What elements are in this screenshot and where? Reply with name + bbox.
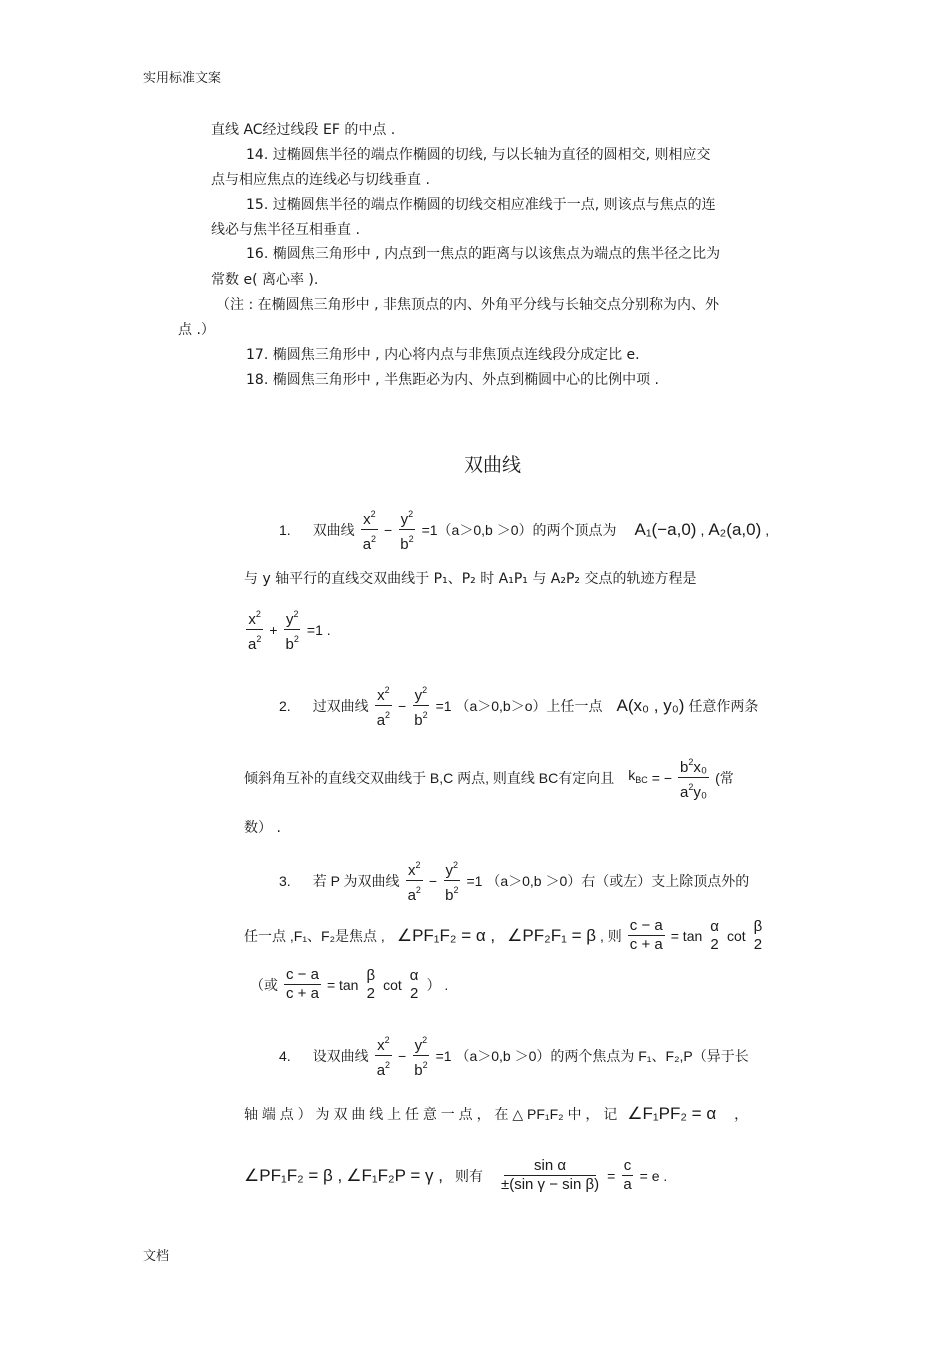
minus-sign: − bbox=[398, 1047, 407, 1064]
equals-e: = e . bbox=[639, 1167, 668, 1184]
page-footer: 文档 bbox=[143, 1249, 170, 1264]
separator: , bbox=[700, 521, 705, 538]
item-3-line3 bbox=[250, 966, 448, 1003]
fraction-c-minus-a: $\frac{c - a}{c + a}$ bbox=[286, 966, 319, 1002]
plus-sign: + bbox=[269, 621, 278, 638]
fraction-x2-a2: $\frac{x^2}{a^2}$ bbox=[375, 1031, 392, 1080]
equals-tan: = tan bbox=[670, 927, 703, 944]
fraction-x2-a2: $\frac{x^2}{a^2}$ bbox=[361, 505, 378, 554]
item-2-equation-row bbox=[279, 681, 758, 730]
item-2-condition: =1 （a＞0,b＞o）上任一点 bbox=[435, 697, 603, 714]
item-14-line1: 14. 过椭圆焦半径的端点作椭圆的切线, 与以长轴为直径的圆相交, 则相应交 bbox=[246, 147, 711, 163]
item-3-line2-text: 任一点 ,F₁、F₂是焦点 , bbox=[244, 927, 385, 944]
item-4-line2-text: 轴 端 点 ） 为 双 曲 线 上 任 意 一 点 ， 在 △ PF₁F₂ 中 ， 记 bbox=[244, 1106, 618, 1122]
fraction-slope: $\frac{b^2x_0}{a^2y_0}$ bbox=[678, 753, 709, 802]
fraction-beta-half: β 2 bbox=[753, 917, 763, 953]
minus-sign: − bbox=[428, 872, 438, 889]
section-title: 双曲线 bbox=[464, 454, 522, 476]
angle-pf1f2: ∠PF₁F₂ = β , bbox=[244, 1165, 343, 1185]
item-15-line1: 15. 过椭圆焦半径的端点作椭圆的切线交相应准线于一点, 则该点与焦点的连 bbox=[246, 197, 716, 213]
item-4-lead: 设双曲线 bbox=[312, 1047, 369, 1064]
fraction-sine-ratio: $\frac{\text{sin α}}{\text{±(sin γ − sin β)}}$ bbox=[500, 1157, 600, 1193]
item-1-locus-equation bbox=[244, 605, 331, 654]
item-3-lead: 若 P 为双曲线 bbox=[312, 872, 400, 889]
angle-f1f2p: ∠F₁F₂P = γ , bbox=[346, 1165, 443, 1185]
fraction-y2-b2: $\frac{y^2}{b^2}$ bbox=[412, 1031, 429, 1080]
item-3-line2 bbox=[244, 917, 766, 954]
item-1-eq-tail: =1 . bbox=[306, 621, 331, 638]
item-1-line2: 与 y 轴平行的直线交双曲线于 P₁、P₂ 时 A₁P₁ 与 A₂P₂ 交点的轨迹方程是 bbox=[244, 571, 697, 587]
fraction-x2-a2: $\frac{x^2}{a^2}$ bbox=[375, 681, 392, 730]
equals-sign: = bbox=[607, 1167, 616, 1184]
item-3-then: , 则 bbox=[600, 927, 622, 944]
fraction-c-over-a: $\frac{c}{a}$ bbox=[623, 1157, 632, 1193]
vertex-a1: A₁(−a,0) bbox=[634, 519, 697, 539]
item-16-line1: 16. 椭圆焦三角形中 , 内点到一焦点的距离与以该焦点为端点的焦半径之比为 bbox=[246, 246, 721, 262]
point-a: A(x₀ , y₀) bbox=[616, 695, 685, 715]
item-3-close: ） . bbox=[426, 976, 449, 993]
fraction-alpha-half: α 2 bbox=[409, 966, 419, 1002]
angle-beta: ∠PF₂F₁ = β bbox=[507, 925, 597, 945]
page-header: 实用标准文案 bbox=[143, 71, 222, 86]
item-1-condition: =1（a＞0,b ＞0）的两个顶点为 bbox=[421, 521, 617, 538]
fraction-y2-b2: $\frac{y^2}{b^2}$ bbox=[443, 856, 460, 905]
vertex-a2: A₂(a,0) bbox=[708, 519, 762, 539]
item-18: 18. 椭圆焦三角形中 , 半焦距必为内、外点到椭圆中心的比例中项 . bbox=[246, 372, 659, 388]
fraction-c-minus-a: $\frac{c - a}{c + a}$ bbox=[629, 917, 663, 953]
item-14-line2: 点与相应焦点的连线必与切线垂直 . bbox=[211, 172, 430, 188]
item-2-lead: 过双曲线 bbox=[312, 697, 369, 714]
item-4-number: 4. bbox=[279, 1047, 291, 1064]
item-4-equation-row bbox=[279, 1031, 749, 1080]
item-3-condition: =1 （a＞0,b ＞0）右（或左）支上除顶点外的 bbox=[466, 872, 750, 889]
item-2-suffix: (常 bbox=[715, 769, 734, 786]
item-3-or: （或 bbox=[250, 976, 278, 993]
equals-tan: = tan bbox=[326, 976, 359, 993]
note-line2: 点 .） bbox=[178, 322, 215, 338]
item-4-has: 则有 bbox=[454, 1167, 483, 1184]
note-line1: （注 : 在椭圆焦三角形中 , 非焦顶点的内、外角平分线与长轴交点分别称为内、外 bbox=[216, 297, 719, 313]
fraction-x2-a2: $\frac{x^2}{a^2}$ bbox=[406, 856, 423, 905]
minus-sign: − bbox=[398, 697, 407, 714]
slope-k: $k_{BC}$ bbox=[628, 767, 648, 785]
angle-alpha: ∠PF₁F₂ = α , bbox=[396, 925, 496, 945]
item-4-line3 bbox=[244, 1157, 667, 1194]
line-ac-midpoint: 直线 AC经过线段 EF 的中点 . bbox=[211, 122, 396, 138]
minus-sign: − bbox=[384, 521, 393, 538]
fraction-y2-b2: $\frac{y^2}{b^2}$ bbox=[284, 605, 301, 654]
item-3-number: 3. bbox=[279, 872, 291, 889]
item-2-line2-text: 倾斜角互补的直线交双曲线于 B,C 两点, 则直线 BC有定向且 bbox=[244, 769, 615, 786]
item-4-line2 bbox=[244, 1105, 748, 1123]
item-4-comma: ， bbox=[734, 1106, 749, 1122]
item-2-number: 2. bbox=[279, 697, 291, 714]
fraction-beta-half: β 2 bbox=[366, 966, 376, 1002]
item-2-line3: 数） . bbox=[244, 820, 281, 836]
fraction-y2-b2: $\frac{y^2}{b^2}$ bbox=[398, 505, 415, 554]
item-2-line2 bbox=[244, 753, 734, 802]
slope-equals: = − bbox=[651, 769, 672, 786]
item-1-lead: 双曲线 bbox=[312, 521, 355, 538]
cot-label: cot bbox=[726, 927, 746, 944]
fraction-alpha-half: α 2 bbox=[710, 917, 719, 953]
cot-label: cot bbox=[383, 976, 402, 993]
item-3-equation-row bbox=[279, 856, 749, 905]
item-2-tail: 任意作两条 bbox=[688, 697, 759, 714]
item-16-line2: 常数 e( 离心率 ). bbox=[211, 272, 319, 288]
fraction-x2-a2: $\frac{x^2}{a^2}$ bbox=[246, 605, 263, 654]
end-comma: , bbox=[765, 521, 770, 538]
item-4-condition: =1 （a＞0,b ＞0）的两个焦点为 F₁、F₂,P（异于长 bbox=[435, 1047, 749, 1064]
item-1-number: 1. bbox=[279, 521, 291, 538]
angle-f1pf2: ∠F₁PF₂ = α bbox=[627, 1104, 717, 1123]
item-1-equation-row bbox=[279, 505, 769, 554]
fraction-y2-b2: $\frac{y^2}{b^2}$ bbox=[412, 681, 429, 730]
item-15-line2: 线必与焦半径互相垂直 . bbox=[211, 222, 360, 238]
item-17: 17. 椭圆焦三角形中 , 内心将内点与非焦顶点连线段分成定比 e. bbox=[246, 347, 640, 363]
